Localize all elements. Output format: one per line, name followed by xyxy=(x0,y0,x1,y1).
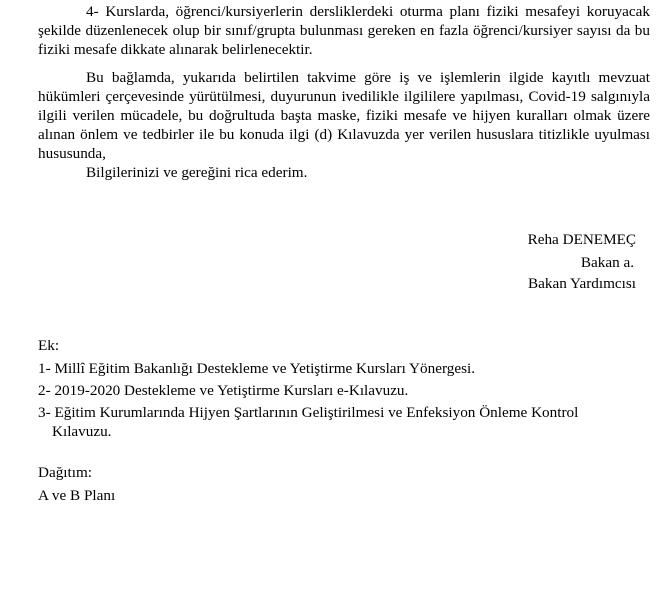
attachments-label: Ek: xyxy=(38,337,60,354)
distribution-label: Dağıtım: xyxy=(38,464,92,481)
signatory-role: Bakan a. xyxy=(580,254,634,271)
distribution-value: A ve B Planı xyxy=(38,487,116,504)
signatory-title: Bakan Yardımcısı xyxy=(528,275,636,292)
attachment-item: 2- 2019-2020 Destekleme ve Yetiştirme Kursları e-Kılavuzu. xyxy=(38,382,409,399)
attachment-item-text: 3- Eğitim Kurumlarında Hijyen Şartlarının Geliştirilmesi ve Enfeksiyon Önleme Kontrol xyxy=(38,404,579,421)
attachment-item xyxy=(38,403,638,441)
attachment-item: 1- Millî Eğitim Bakanlığı Destekleme ve Yetiştirme Kursları Yönergesi. xyxy=(38,360,475,377)
attachment-item-continuation: Kılavuzu. xyxy=(52,423,112,440)
signatory-name: Reha DENEMEÇ xyxy=(527,231,636,248)
body-paragraph-2: Bu bağlamda, yukarıda belirtilen takvime göre iş ve işlemlerin ilgide kayıtlı mevzuat hükümleri çerçevesinde yürütülmesi, duyurunun ivedilikle ilgililere yapılması, Covid-19 salgınıyla ilgili verilen mücadele, bu doğrultuda başta maske, fiziki mesafe ve hijyen kuralları olmak üzere alınan önlem ve tedbirler ile bu konuda ilgi (d) Kılavuzda yer verilen hususlara titizlikle uyulması hususunda, xyxy=(38,69,650,162)
body-paragraph-3: Bilgilerinizi ve gereğini rica ederim. xyxy=(86,164,308,181)
body-paragraph-1: 4- Kurslarda, öğrenci/kursiyerlerin dersliklerdeki oturma planı fiziki mesafeyi koruyacak şekilde düzenlenecek olup bir sınıf/grupta bulunması gereken en fazla öğrenci/kursiyer sayısı da bu fiziki mesafe dikkate alınarak belirlenecektir. xyxy=(38,3,650,58)
